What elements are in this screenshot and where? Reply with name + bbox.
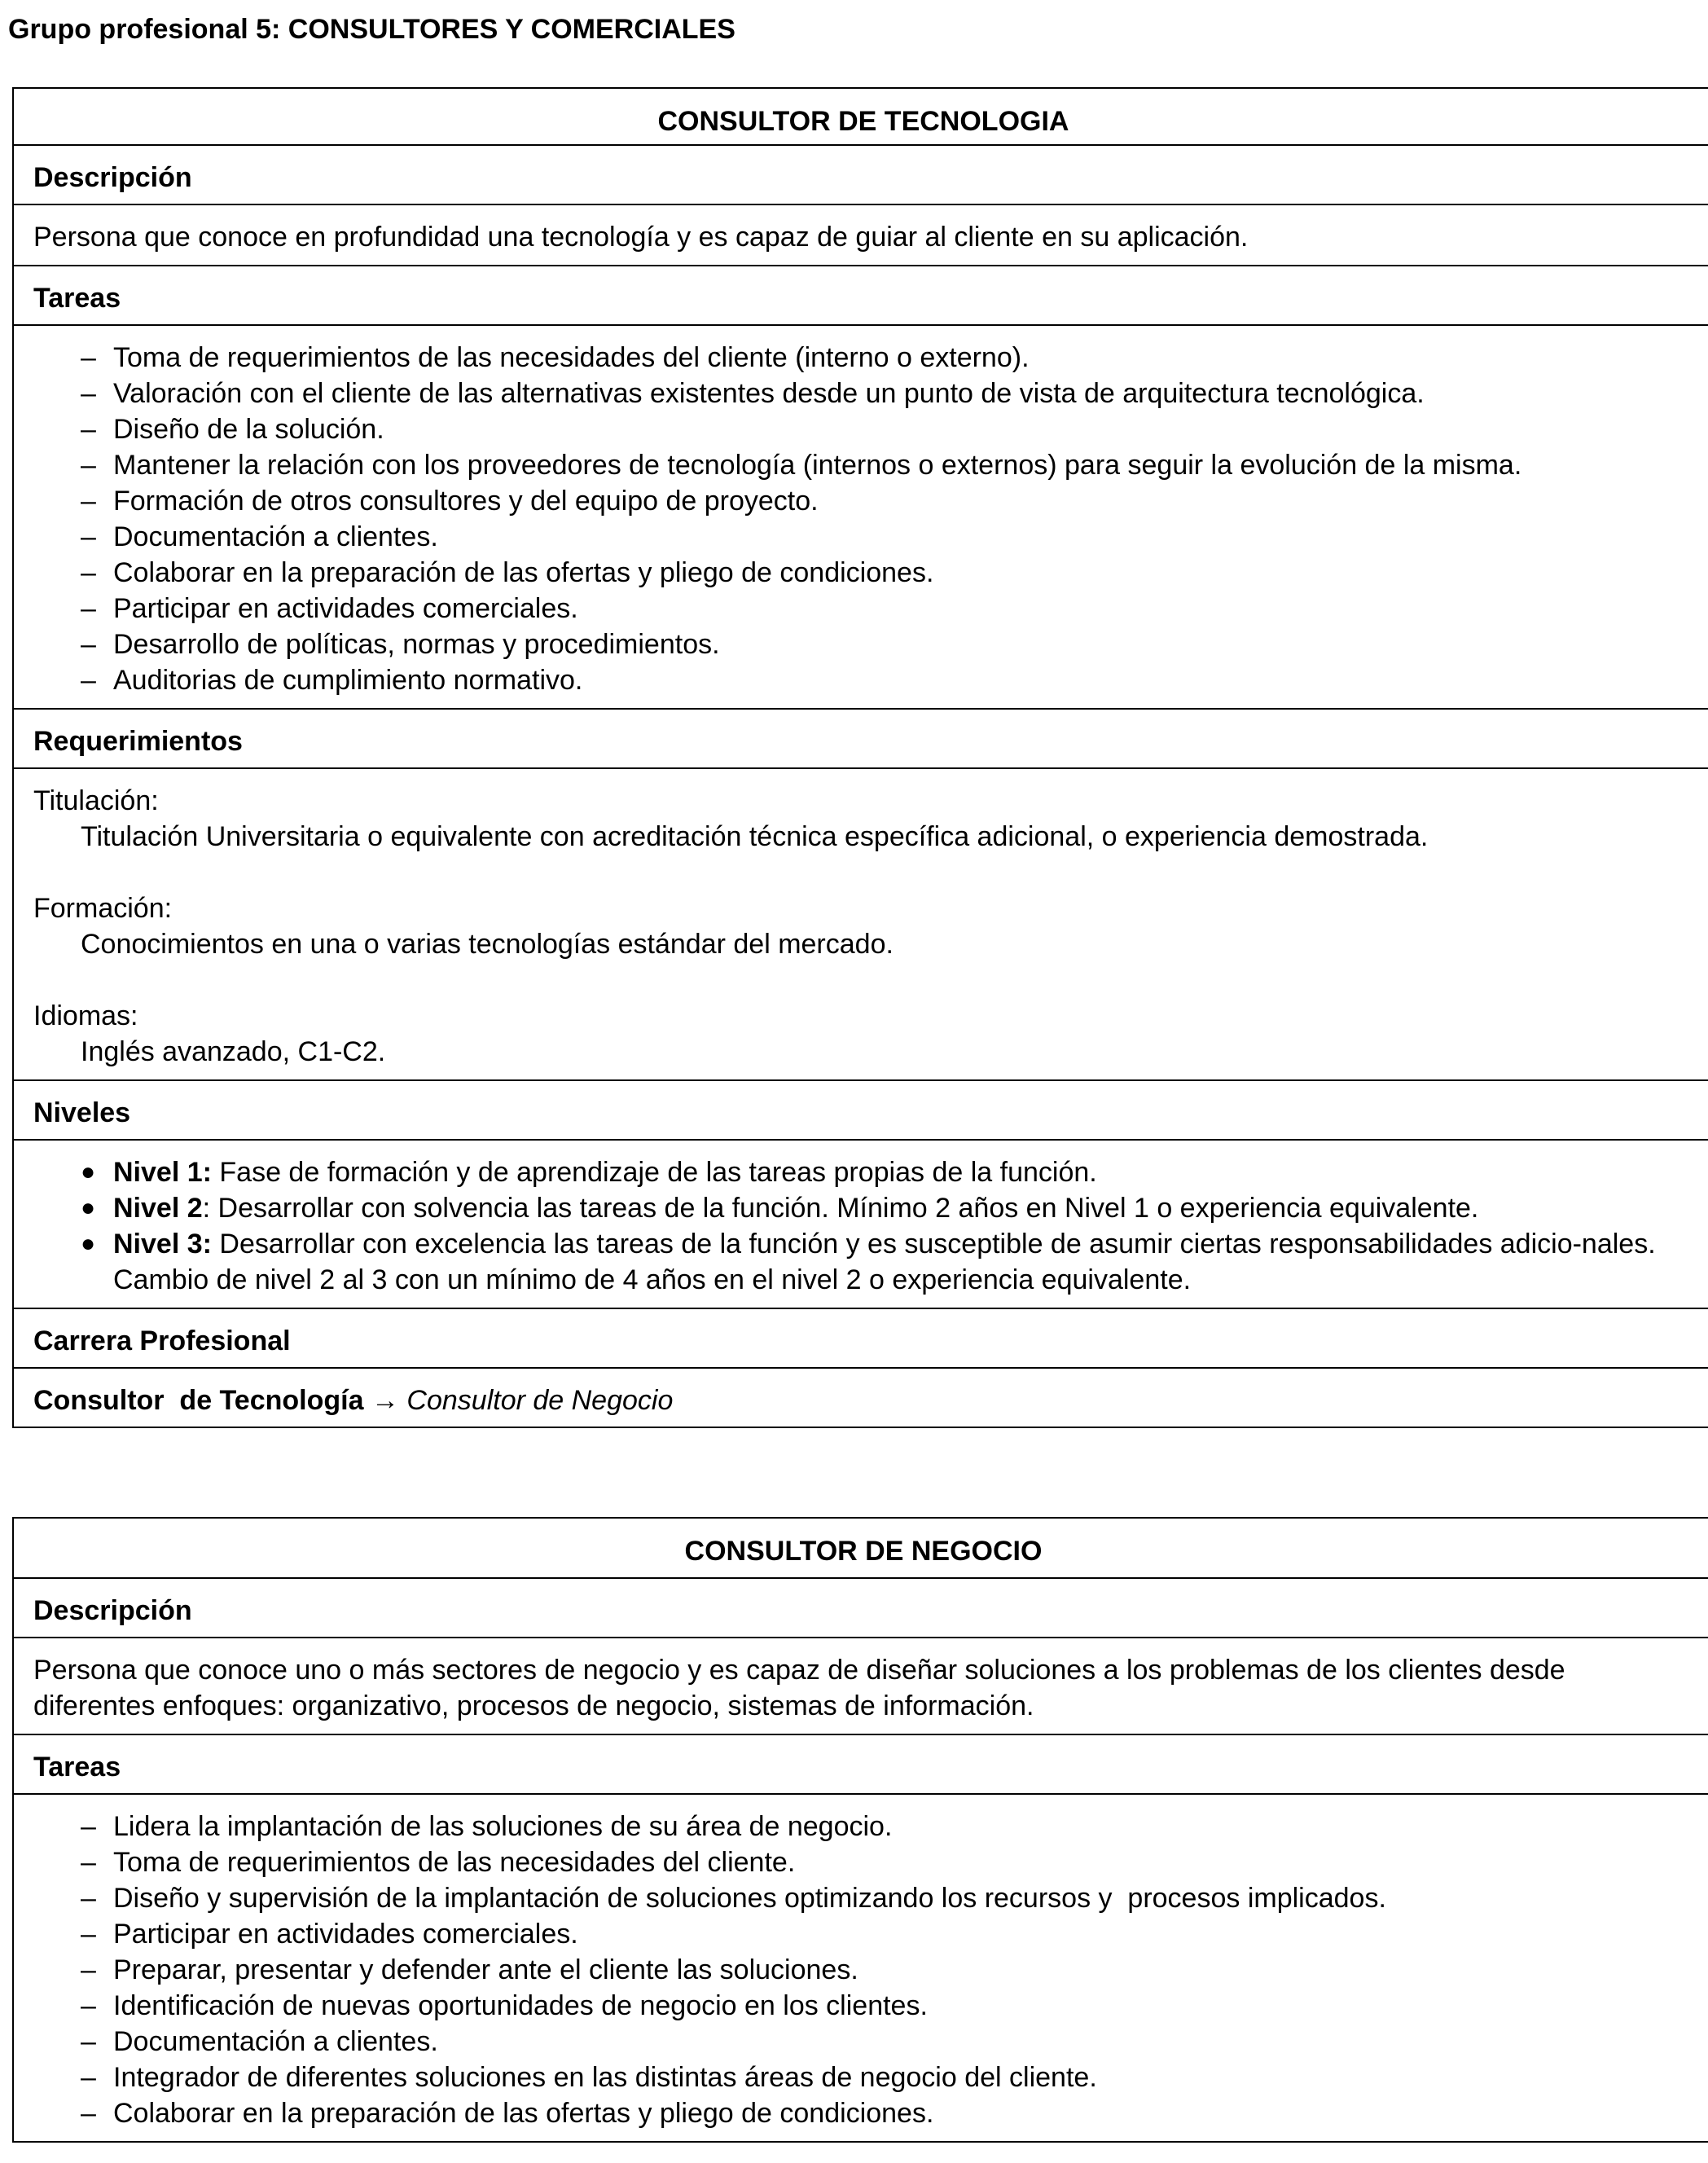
list-item: – Lidera la implantación de las soluciones de su área de negocio.: [81, 1809, 1693, 1844]
section-heading-tareas: Tareas: [13, 266, 1708, 325]
formacion-label: Formación:: [33, 893, 173, 924]
section-heading-requerimientos: Requerimientos: [13, 709, 1708, 768]
list-item: – Mantener la relación con los proveedores de tecnología (internos o externos) para seguir la evolución de la misma.: [81, 447, 1693, 483]
tareas-cell: [13, 1794, 1708, 2142]
spacer: [33, 962, 1693, 998]
idiomas-label: Idiomas:: [33, 1000, 138, 1031]
tareas-list: [33, 340, 1693, 698]
list-item: – Desarrollo de políticas, normas y procedimientos.: [81, 626, 1693, 662]
niveles-cell: [13, 1140, 1708, 1308]
nivel-text: Desarrollar con excelencia las tareas de la función y es susceptible de asumir ciertas responsabilidades adicio-nales. Cambio de nivel 2 al 3 con un mínimo de 4 años en el nivel 2 o experiencia equivalente.: [113, 1229, 1656, 1295]
list-item: – Integrador de diferentes soluciones en las distintas áreas de negocio del cliente.: [81, 2060, 1693, 2095]
list-item: – Participar en actividades comerciales.: [81, 1916, 1693, 1952]
carrera-arrow: →: [363, 1385, 407, 1416]
list-item: [81, 1154, 1693, 1190]
profile-title: CONSULTOR DE TECNOLOGIA: [13, 88, 1708, 145]
carrera-from: Consultor de Tecnología: [33, 1385, 364, 1416]
list-item: – Formación de otros consultores y del equipo de proyecto.: [81, 483, 1693, 519]
profile-table-consultor-negocio: [12, 1517, 1708, 2143]
list-item: – Identificación de nuevas oportunidades de negocio en los clientes.: [81, 1988, 1693, 2024]
list-item: [81, 1226, 1693, 1298]
tareas-list: [33, 1809, 1693, 2131]
list-item: – Documentación a clientes.: [81, 519, 1693, 555]
list-item: – Toma de requerimientos de las necesidades del cliente.: [81, 1844, 1693, 1880]
formacion-value: Conocimientos en una o varias tecnologías estándar del mercado.: [81, 929, 894, 960]
nivel-text: : Desarrollar con solvencia las tareas de la función. Mínimo 2 años en Nivel 1 o experiencia equivalente.: [202, 1193, 1479, 1224]
list-item: – Valoración con el cliente de las alternativas existentes desde un punto de vista de arquitectura tecnológica.: [81, 376, 1693, 411]
list-item: – Preparar, presentar y defender ante el cliente las soluciones.: [81, 1952, 1693, 1988]
niveles-list: [33, 1154, 1693, 1298]
section-heading-carrera: Carrera Profesional: [13, 1308, 1708, 1368]
list-item: – Diseño de la solución.: [81, 411, 1693, 447]
profile-title: CONSULTOR DE NEGOCIO: [13, 1518, 1708, 1578]
section-heading-tareas: Tareas: [13, 1734, 1708, 1794]
group-title: Grupo profesional 5: CONSULTORES Y COMERCIALES: [8, 14, 735, 45]
titulacion-value: Titulación Universitaria o equivalente con acreditación técnica específica adicional, o experiencia demostrada.: [81, 821, 1429, 852]
descripcion-text: Persona que conoce en profundidad una tecnología y es capaz de guiar al cliente en su aplicación.: [13, 204, 1708, 266]
carrera-to: Consultor de Negocio: [406, 1385, 674, 1416]
list-item: [81, 1190, 1693, 1226]
nivel-name: Nivel 2: [113, 1193, 203, 1224]
list-item: – Documentación a clientes.: [81, 2024, 1693, 2060]
section-heading-niveles: Niveles: [13, 1080, 1708, 1140]
requerimientos-cell: [13, 768, 1708, 1080]
list-item: – Auditorias de cumplimiento normativo.: [81, 662, 1693, 698]
tareas-cell: [13, 325, 1708, 709]
idiomas-value: Inglés avanzado, C1-C2.: [81, 1036, 386, 1067]
section-heading-descripcion: Descripción: [13, 145, 1708, 204]
profile-table-consultor-tecnologia: [12, 87, 1708, 1428]
carrera-path: [13, 1368, 1708, 1427]
descripcion-text: Persona que conoce uno o más sectores de negocio y es capaz de diseñar soluciones a los problemas de los clientes desde diferentes enfoques: organizativo, procesos de negocio, sistemas de información.: [13, 1638, 1708, 1734]
list-item: – Colaborar en la preparación de las ofertas y pliego de condiciones.: [81, 555, 1693, 591]
list-item: – Diseño y supervisión de la implantación de soluciones optimizando los recursos y procesos implicados.: [81, 1880, 1693, 1916]
titulacion-label: Titulación:: [33, 785, 159, 816]
list-item: – Toma de requerimientos de las necesidades del cliente (interno o externo).: [81, 340, 1693, 376]
section-heading-descripcion: Descripción: [13, 1578, 1708, 1638]
list-item: – Colaborar en la preparación de las ofertas y pliego de condiciones.: [81, 2095, 1693, 2131]
list-item: – Participar en actividades comerciales.: [81, 591, 1693, 626]
nivel-name: Nivel 3:: [113, 1229, 212, 1260]
nivel-name: Nivel 1:: [113, 1157, 212, 1188]
nivel-text: Fase de formación y de aprendizaje de las tareas propias de la función.: [211, 1157, 1097, 1188]
spacer: [33, 855, 1693, 890]
